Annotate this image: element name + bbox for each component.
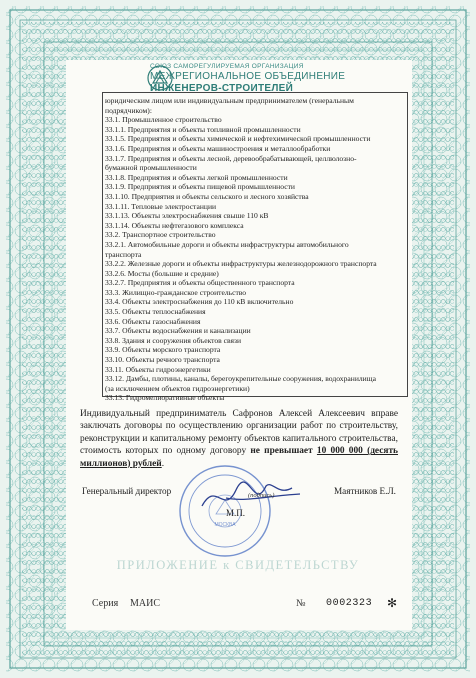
works-list-item: 33.3. Жилищно-гражданское строительство bbox=[105, 287, 247, 297]
works-list-item: 33.6. Объекты газоснабжения bbox=[105, 316, 201, 326]
works-list-item: 33.4. Объекты электроснабжения до 110 кВ включительно bbox=[105, 297, 294, 307]
works-list-item: подрядчиком): bbox=[105, 105, 152, 115]
works-list-item: 33.2.6. Мосты (большие и средние) bbox=[105, 268, 219, 278]
works-list-item: 33.1. Промышленное строительство bbox=[105, 115, 222, 125]
works-list-item: 33.1.14. Объекты нефтегазового комплекса bbox=[105, 220, 244, 230]
works-list-item: 33.2.7. Предприятия и объекты общественного транспорта bbox=[105, 278, 295, 288]
works-list-item: юридическим лицом или индивидуальным предпринимателем (генеральным bbox=[105, 96, 354, 105]
permission-statement bbox=[80, 408, 398, 470]
org-type: СОЮЗ САМОРЕГУЛИРУЕМАЯ ОРГАНИЗАЦИЯ bbox=[150, 63, 304, 70]
works-list-item: 33.2.2. Железные дороги и объекты инфраструктуры железнодорожного транспорта bbox=[105, 259, 377, 269]
works-list-item: 33.2. Транспортное строительство bbox=[105, 230, 216, 240]
number-label: № bbox=[296, 598, 306, 609]
svg-text:МОСКВА: МОСКВА bbox=[214, 522, 236, 528]
works-list-item: 33.1.5. Предприятия и объекты химической и нефтехимической промышленности bbox=[105, 134, 371, 144]
works-list-item: 33.1.11. Тепловые электростанции bbox=[105, 201, 217, 211]
works-list bbox=[105, 96, 405, 403]
works-list-item: 33.1.10. Предприятия и объекты сельского и лесного хозяйства bbox=[105, 191, 309, 201]
works-list-item: 33.12. Дамбы, плотины, каналы, берегоукрепительные сооружения, водохранилища bbox=[105, 374, 376, 384]
works-list-item: 33.1.1. Предприятия и объекты топливной промышленности bbox=[105, 124, 301, 134]
works-list-item: (за исключением объектов гидроэнергетики) bbox=[105, 383, 250, 393]
works-list-item: 33.13. Гидромелиоративные объекты bbox=[105, 393, 225, 403]
asterisk-mark: ✻ bbox=[387, 596, 398, 610]
works-list-item: 33.1.8. Предприятия и объекты легкой промышленности bbox=[105, 172, 288, 182]
signatory-name: Маятников Е.Л. bbox=[334, 486, 396, 496]
works-list-item: 33.10. Объекты речного транспорта bbox=[105, 355, 220, 365]
series-label: Серия bbox=[92, 598, 119, 609]
org-name-line2: ИНЖЕНЕРОВ-СТРОИТЕЛЕЙ bbox=[150, 83, 294, 94]
works-list-item: 33.9. Объекты морского транспорта bbox=[105, 345, 221, 355]
org-name-line1: МЕЖРЕГИОНАЛЬНОЕ ОБЪЕДИНЕНИЕ bbox=[150, 71, 346, 82]
works-list-item: 33.1.7. Предприятия и объекты лесной, деревообрабатывающей, целлюлозно- bbox=[105, 153, 357, 163]
works-list-item: 33.1.13. Объекты электроснабжения свыше 110 кВ bbox=[105, 211, 269, 221]
appendix-title: ПРИЛОЖЕНИЕ к СВИДЕТЕЛЬСТВУ bbox=[116, 558, 360, 572]
signatory-role: Генеральный директор bbox=[82, 486, 172, 496]
works-list-item: 33.11. Объекты гидроэнергетики bbox=[105, 364, 211, 374]
works-list-item: 33.2.1. Автомобильные дороги и объекты инфраструктуры автомобильного bbox=[105, 239, 349, 249]
works-list-item: 33.1.6. Предприятия и объекты машиностроения и металлообработки bbox=[105, 143, 331, 153]
signature-caption: (подпись) bbox=[248, 492, 275, 499]
works-list-item: 33.8. Здания и сооружения объектов связи bbox=[105, 335, 242, 345]
series-value: МАИС bbox=[130, 598, 161, 609]
statement-limit: не превышает bbox=[250, 446, 313, 457]
organization-header bbox=[150, 63, 410, 94]
works-list-item: 33.7. Объекты водоснабжения и канализации bbox=[105, 326, 251, 336]
stamp-place-label: М.П. bbox=[226, 508, 246, 518]
works-list-item: бумажной промышленности bbox=[105, 163, 197, 173]
statement-amount: 10 000 000 (десять миллионов) рублей bbox=[80, 446, 399, 469]
works-list-item: 33.1.9. Предприятия и объекты пищевой промышленности bbox=[105, 182, 295, 192]
works-list-item: 33.5. Объекты теплоснабжения bbox=[105, 307, 206, 317]
statement-text: Индивидуальный предприниматель Сафронов Алексей Алексеевич вправе заключать договоры по осуществлению организации работ по строительству, реконструкции и капитальному ремонту объектов капитального строительства, стоимость которых по одному договору bbox=[80, 409, 398, 457]
works-list-item: транспорта bbox=[105, 249, 142, 259]
certificate-number: 0002323 bbox=[326, 598, 373, 609]
statement-end: . bbox=[161, 458, 165, 469]
